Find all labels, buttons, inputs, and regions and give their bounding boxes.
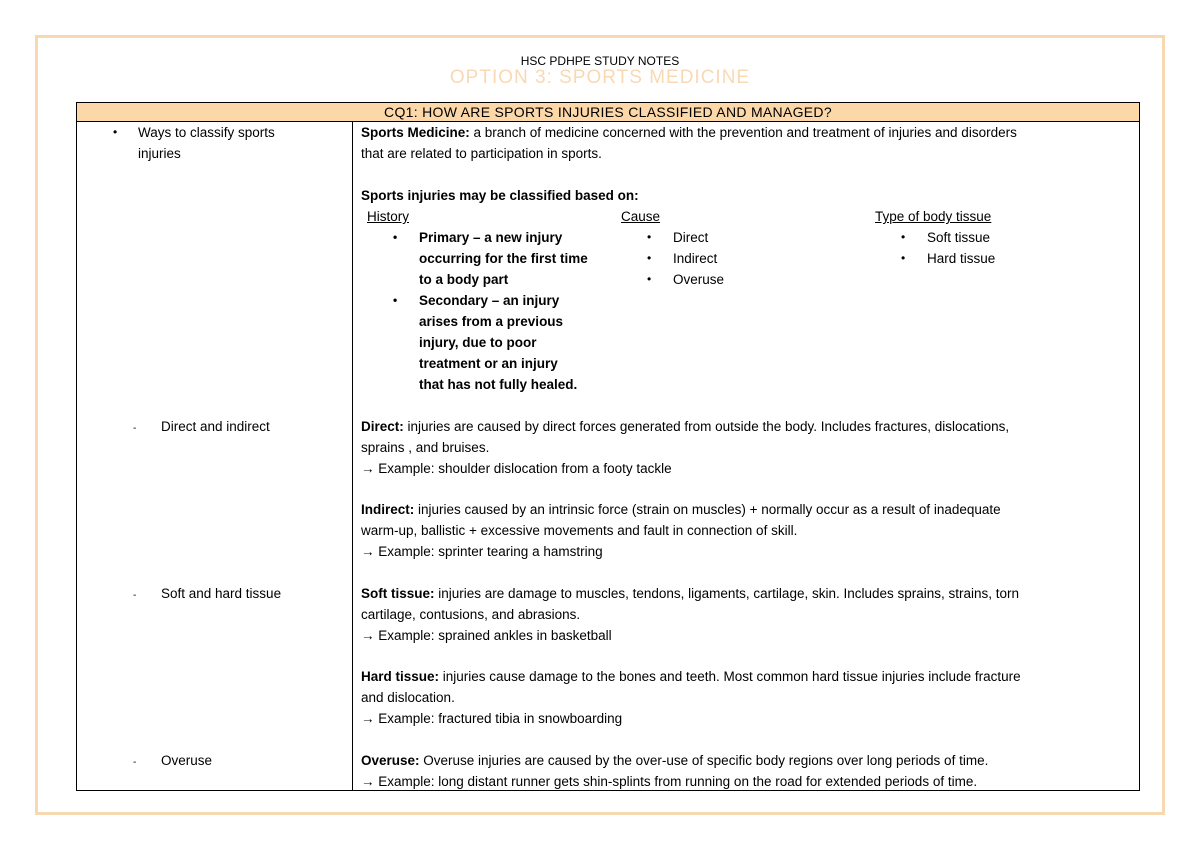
list-item: [647, 227, 821, 248]
definition-text: warm-up, ballistic + excessive movements and fault in connection of skill.: [361, 523, 798, 538]
history-item-line: to a body part: [419, 272, 509, 287]
example-text: → Example: fractured tibia in snowboarding: [361, 711, 623, 726]
bullet-icon: •: [647, 272, 652, 286]
definition-text: Overuse injuries are caused by the over-use of specific body regions over long periods of time.: [419, 753, 989, 768]
example-text: → Example: sprinter tearing a hamstring: [361, 544, 603, 559]
definition-text: injuries caused by an intrinsic force (strain on muscles) + normally occur as a result of inadequate: [414, 502, 1001, 517]
tissue-item: Hard tissue: [927, 251, 996, 266]
tissue-column: [875, 206, 1095, 269]
list-item: [647, 269, 821, 290]
cause-column: [621, 206, 821, 290]
dash-icon: -: [133, 423, 137, 434]
list-item: [901, 248, 1095, 269]
example-text: → Example: shoulder dislocation from a footy tackle: [361, 461, 672, 476]
sports-medicine-definition: [361, 122, 1133, 164]
term-soft-tissue: Soft tissue:: [361, 586, 435, 601]
dash-icon: -: [133, 590, 137, 601]
history-item-line: arises from a previous: [419, 314, 564, 329]
notes-table: [76, 102, 1140, 791]
definition-text: cartilage, contusions, and abrasions.: [361, 607, 581, 622]
document-header: [0, 54, 1200, 88]
history-item-line: Secondary – an injury: [419, 293, 560, 308]
bullet-icon: •: [901, 230, 906, 244]
definition-text: injuries cause damage to the bones and teeth. Most common hard tissue injuries include fracture: [439, 669, 1021, 684]
example-text: → Example: long distant runner gets shin-splints from running on the road for extended periods of time.: [361, 774, 978, 789]
bullet-icon: •: [901, 251, 906, 265]
definition-text: that are related to participation in sports.: [361, 146, 602, 161]
overuse-section: [361, 750, 1133, 792]
term-hard-tissue: Hard tissue:: [361, 669, 440, 684]
left-label-direct-indirect: Direct and indirect: [161, 419, 270, 434]
tissue-label: Type of body tissue: [875, 209, 992, 224]
term-overuse: Overuse:: [361, 753, 420, 768]
cause-item: Indirect: [673, 251, 718, 266]
left-label-classify: [138, 122, 338, 164]
definition-text: sprains , and bruises.: [361, 440, 490, 455]
indirect-section: [361, 499, 1133, 562]
history-item-line: treatment or an injury: [419, 356, 558, 371]
tissue-item: Soft tissue: [927, 230, 991, 245]
history-label: History: [367, 209, 410, 224]
soft-tissue-section: [361, 583, 1133, 646]
history-item-line: occurring for the first time: [419, 251, 588, 266]
left-label-overuse: Overuse: [161, 753, 213, 768]
definition-text: injuries are damage to muscles, tendons, ligaments, cartilage, skin. Includes sprains, strains, torn: [434, 586, 1020, 601]
term-direct: Direct:: [361, 419, 404, 434]
list-item: [393, 290, 617, 395]
cause-item: Overuse: [673, 272, 725, 287]
left-label-line: injuries: [138, 146, 181, 161]
bullet-icon: •: [647, 251, 652, 265]
bullet-icon: •: [647, 230, 652, 244]
classification-heading-text: Sports injuries may be classified based on:: [361, 188, 639, 203]
history-item-line: that has not fully healed.: [419, 377, 578, 392]
definition-text: and dislocation.: [361, 690, 455, 705]
hard-tissue-section: [361, 666, 1133, 729]
list-item: [393, 227, 617, 290]
bullet-icon: •: [393, 293, 398, 307]
history-item-line: Primary – a new injury: [419, 230, 563, 245]
left-label-soft-hard: Soft and hard tissue: [161, 586, 282, 601]
bullet-icon: •: [393, 230, 398, 244]
list-item: [647, 248, 821, 269]
history-item-line: injury, due to poor: [419, 335, 537, 350]
term-sports-medicine: Sports Medicine:: [361, 125, 470, 140]
cause-item: Direct: [673, 230, 709, 245]
term-indirect: Indirect:: [361, 502, 415, 517]
definition-text: a branch of medicine concerned with the prevention and treatment of injuries and disorders: [469, 125, 1017, 140]
bullet-icon: •: [113, 125, 118, 139]
dash-icon: -: [133, 757, 137, 768]
direct-section: [361, 416, 1133, 479]
classification-heading: [361, 185, 1133, 206]
column-divider: [352, 121, 353, 790]
cause-label: Cause: [621, 209, 661, 224]
document-subtitle: HSC PDHPE STUDY NOTES: [520, 54, 680, 68]
left-label-line: Ways to classify sports: [138, 125, 275, 140]
example-text: → Example: sprained ankles in basketball: [361, 628, 612, 643]
history-column: [367, 206, 617, 395]
document-title: OPTION 3: SPORTS MEDICINE: [449, 67, 751, 88]
definition-text: injuries are caused by direct forces generated from outside the body. Includes fractures, dislocations,: [403, 419, 1010, 434]
table-heading: CQ1: HOW ARE SPORTS INJURIES CLASSIFIED AND MANAGED?: [77, 103, 1139, 122]
list-item: [901, 227, 1095, 248]
